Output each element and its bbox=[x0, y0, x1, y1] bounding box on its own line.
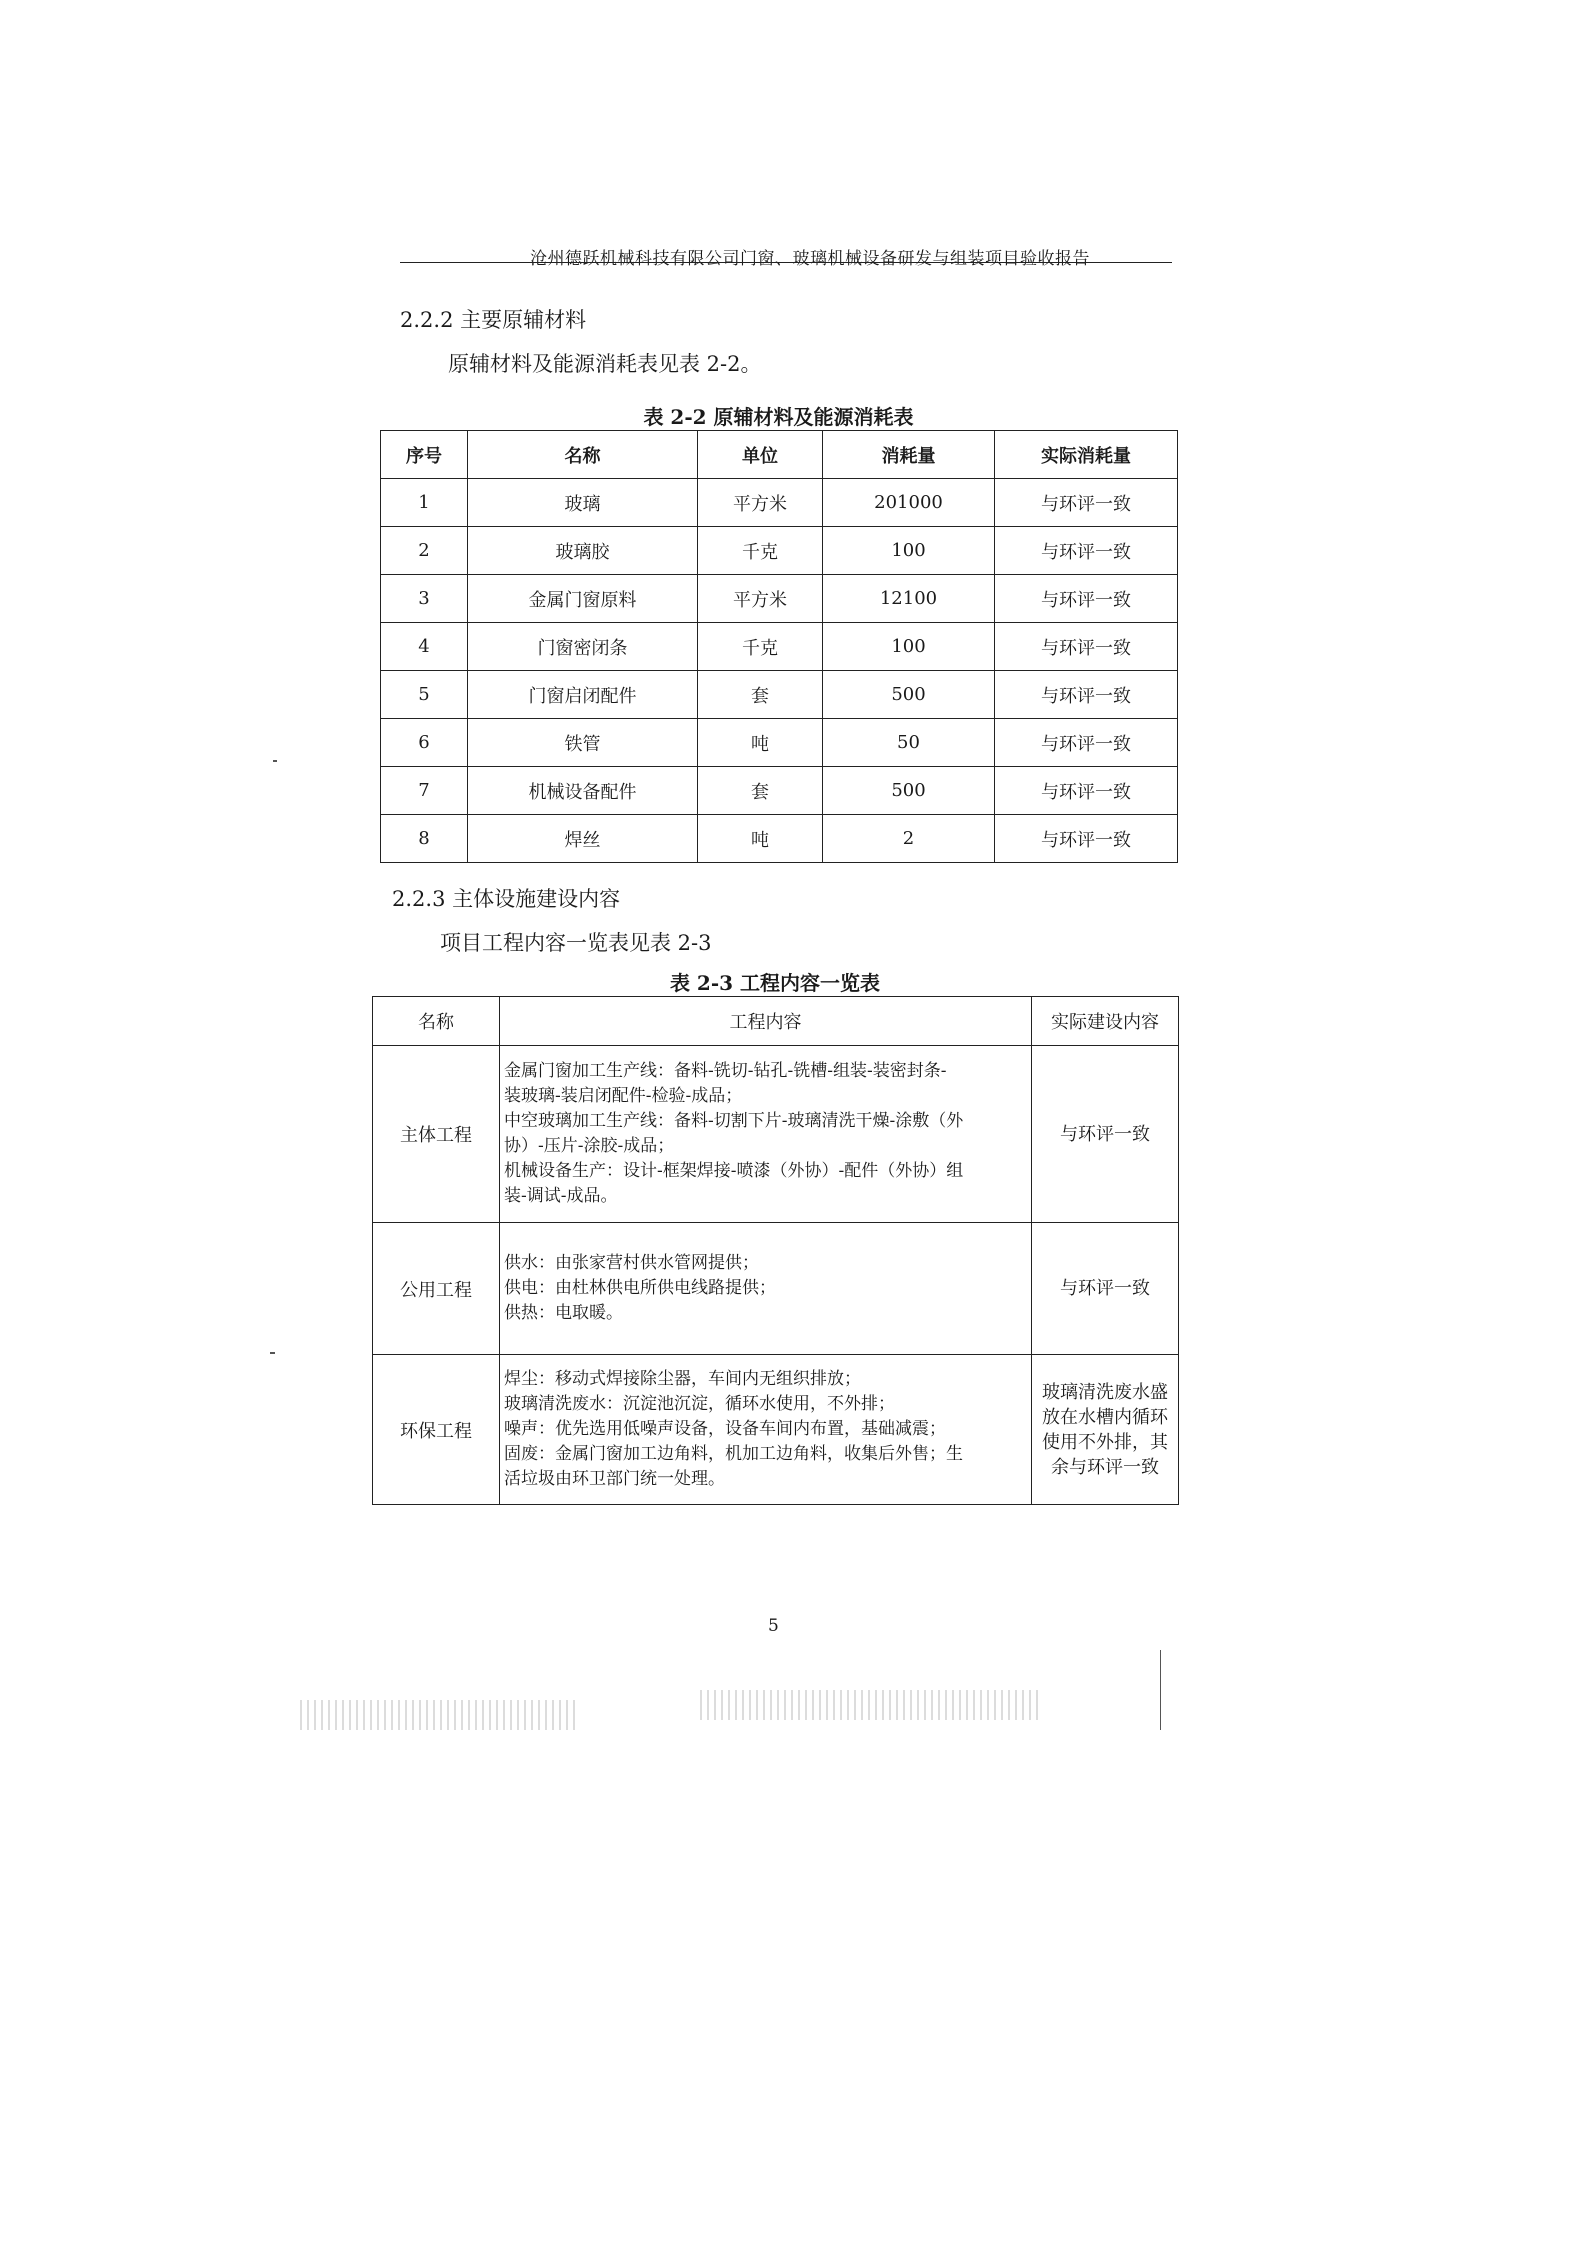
actual-line: 与环评一致 bbox=[1060, 1123, 1150, 1145]
table-cell-name: 环保工程 bbox=[373, 1355, 500, 1505]
table-cell: 2 bbox=[823, 815, 995, 863]
table-cell: 平方米 bbox=[698, 575, 823, 623]
table-cell: 8 bbox=[381, 815, 468, 863]
section-intro-2-2-3: 项目工程内容一览表见表 2-3 bbox=[440, 931, 712, 955]
content-line: 焊尘：移动式焊接除尘器，车间内无组织排放； bbox=[504, 1369, 861, 1389]
table-row bbox=[381, 767, 1178, 815]
column-header: 消耗量 bbox=[823, 431, 995, 479]
content-line: 中空玻璃加工生产线：备料-切割下片-玻璃清洗干燥-涂敷（外 bbox=[504, 1111, 964, 1131]
table-cell: 与环评一致 bbox=[995, 767, 1178, 815]
table-row bbox=[381, 719, 1178, 767]
table-cell: 门窗密闭条 bbox=[468, 623, 698, 671]
actual-line: 玻璃清洗废水盛 bbox=[1042, 1381, 1168, 1403]
section-heading-2-2-3: 2.2.3 主体设施建设内容 bbox=[392, 887, 621, 911]
table-cell: 机械设备配件 bbox=[468, 767, 698, 815]
table-cell: 2 bbox=[381, 527, 468, 575]
content-line: 噪声：优先选用低噪声设备，设备车间内布置，基础减震； bbox=[504, 1419, 946, 1439]
actual-line: 余与环评一致 bbox=[1051, 1456, 1159, 1478]
table-cell: 12100 bbox=[823, 575, 995, 623]
column-header: 工程内容 bbox=[500, 997, 1032, 1046]
table-header-row bbox=[373, 997, 1179, 1046]
column-header: 实际消耗量 bbox=[995, 431, 1178, 479]
content-line: 装-调试-成品。 bbox=[504, 1186, 618, 1206]
table-row bbox=[381, 527, 1178, 575]
table-cell: 千克 bbox=[698, 623, 823, 671]
page-number: 5 bbox=[768, 1616, 779, 1636]
content-line: 固废：金属门窗加工边角料，机加工边角料，收集后外售；生 bbox=[504, 1444, 963, 1464]
table-cell: 与环评一致 bbox=[995, 671, 1178, 719]
table-cell: 与环评一致 bbox=[995, 479, 1178, 527]
table-cell: 100 bbox=[823, 623, 995, 671]
scan-artifact bbox=[300, 1700, 580, 1730]
header-rule bbox=[400, 262, 1172, 263]
scan-artifact bbox=[700, 1690, 1040, 1720]
table-cell: 500 bbox=[823, 671, 995, 719]
table-cell-name: 主体工程 bbox=[373, 1046, 500, 1223]
scan-artifact bbox=[1160, 1650, 1161, 1730]
table-cell: 套 bbox=[698, 767, 823, 815]
engineering-content-table bbox=[372, 996, 1179, 1505]
report-header-title: 沧州德跃机械科技有限公司门窗、玻璃机械设备研发与组装项目验收报告 bbox=[530, 249, 1090, 269]
table-cell: 5 bbox=[381, 671, 468, 719]
table-cell: 门窗启闭配件 bbox=[468, 671, 698, 719]
content-line: 协）-压片-涂胶-成品； bbox=[504, 1136, 675, 1156]
column-header: 名称 bbox=[468, 431, 698, 479]
materials-table bbox=[380, 430, 1178, 863]
content-line: 供水：由张家营村供水管网提供； bbox=[504, 1253, 759, 1273]
content-line: 活垃圾由环卫部门统一处理。 bbox=[504, 1469, 725, 1489]
table-cell: 50 bbox=[823, 719, 995, 767]
table-cell-actual bbox=[1032, 1046, 1179, 1223]
table-cell: 吨 bbox=[698, 815, 823, 863]
table-cell: 500 bbox=[823, 767, 995, 815]
content-line: 供热：电取暖。 bbox=[504, 1303, 623, 1323]
table-cell: 与环评一致 bbox=[995, 575, 1178, 623]
table-cell-content bbox=[500, 1355, 1032, 1505]
scan-artifact bbox=[273, 760, 277, 762]
table-row bbox=[381, 671, 1178, 719]
table-row bbox=[381, 479, 1178, 527]
table-cell: 玻璃胶 bbox=[468, 527, 698, 575]
content-line: 玻璃清洗废水：沉淀池沉淀，循环水使用，不外排； bbox=[504, 1394, 895, 1414]
table-cell: 千克 bbox=[698, 527, 823, 575]
table-cell: 与环评一致 bbox=[995, 815, 1178, 863]
table-cell-content bbox=[500, 1223, 1032, 1355]
table-cell: 100 bbox=[823, 527, 995, 575]
table-cell: 玻璃 bbox=[468, 479, 698, 527]
table-cell: 吨 bbox=[698, 719, 823, 767]
table-cell-content bbox=[500, 1046, 1032, 1223]
table-cell-name: 公用工程 bbox=[373, 1223, 500, 1355]
table-row bbox=[373, 1046, 1179, 1223]
table-cell: 金属门窗原料 bbox=[468, 575, 698, 623]
content-line: 装玻璃-装启闭配件-检验-成品； bbox=[504, 1086, 743, 1106]
actual-line: 放在水槽内循环 bbox=[1042, 1406, 1168, 1428]
table-header-row bbox=[381, 431, 1178, 479]
table-row bbox=[373, 1355, 1179, 1505]
table-cell: 平方米 bbox=[698, 479, 823, 527]
table-cell: 3 bbox=[381, 575, 468, 623]
column-header: 名称 bbox=[373, 997, 500, 1046]
actual-line: 与环评一致 bbox=[1060, 1278, 1150, 1299]
table-cell-actual bbox=[1032, 1223, 1179, 1355]
table-cell: 7 bbox=[381, 767, 468, 815]
table-cell: 6 bbox=[381, 719, 468, 767]
content-line: 机械设备生产：设计-框架焊接-喷漆（外协）-配件（外协）组 bbox=[504, 1161, 964, 1181]
table-cell: 铁管 bbox=[468, 719, 698, 767]
column-header: 实际建设内容 bbox=[1032, 997, 1179, 1046]
table-cell: 与环评一致 bbox=[995, 527, 1178, 575]
section-intro-2-2-2: 原辅材料及能源消耗表见表 2-2。 bbox=[448, 352, 762, 376]
table-row bbox=[373, 1223, 1179, 1355]
content-line: 供电：由杜林供电所供电线路提供； bbox=[504, 1278, 776, 1298]
table-row bbox=[381, 623, 1178, 671]
column-header: 单位 bbox=[698, 431, 823, 479]
table-cell: 与环评一致 bbox=[995, 623, 1178, 671]
table-cell: 201000 bbox=[823, 479, 995, 527]
table-row bbox=[381, 815, 1178, 863]
table-cell: 与环评一致 bbox=[995, 719, 1178, 767]
column-header: 序号 bbox=[381, 431, 468, 479]
actual-line: 使用不外排，其 bbox=[1042, 1431, 1168, 1453]
table-cell: 4 bbox=[381, 623, 468, 671]
content-line: 金属门窗加工生产线：备料-铣切-钻孔-铣槽-组装-装密封条- bbox=[504, 1061, 947, 1081]
table-cell: 1 bbox=[381, 479, 468, 527]
table-2-3-caption: 表 2-3 工程内容一览表 bbox=[669, 971, 881, 995]
section-heading-2-2-2: 2.2.2 主要原辅材料 bbox=[400, 308, 587, 332]
table-cell-actual bbox=[1032, 1355, 1179, 1505]
table-row bbox=[381, 575, 1178, 623]
table-2-2-caption: 表 2-2 原辅材料及能源消耗表 bbox=[643, 405, 914, 429]
table-cell: 焊丝 bbox=[468, 815, 698, 863]
scan-artifact bbox=[270, 1352, 275, 1354]
table-cell: 套 bbox=[698, 671, 823, 719]
